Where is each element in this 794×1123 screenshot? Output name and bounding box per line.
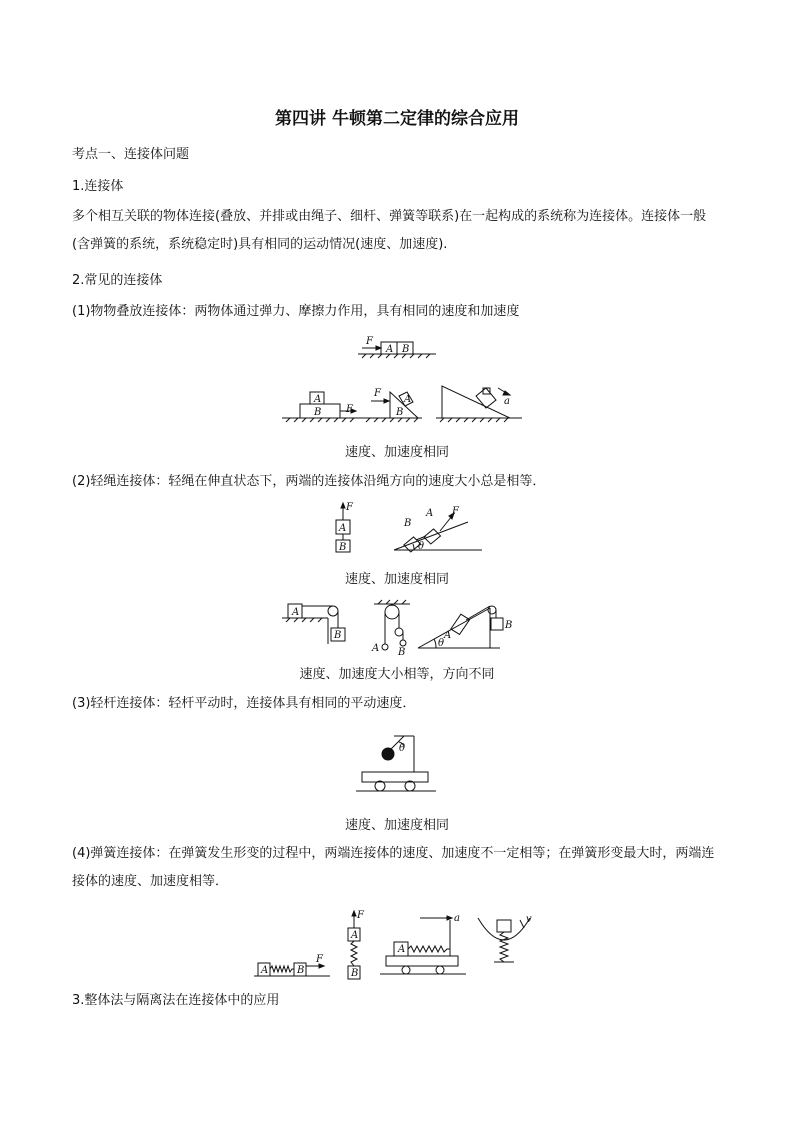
svg-text:θ: θ: [399, 743, 406, 754]
cart-spring-diagram: [380, 913, 466, 974]
double-pulley-diagram: [371, 600, 410, 658]
svg-text:a: a: [504, 396, 510, 407]
figure-stacked-bodies: [0, 330, 794, 430]
stacked-block-diagram: [282, 392, 362, 422]
horizontal-spring-diagram: [254, 954, 330, 976]
cart-pendulum-diagram: [356, 736, 436, 791]
definition-paragraph: 多个相互关联的物体连接(叠放、并排或由绳子、细杆、弹簧等联系)在一起构成的系统称为连接体。连接体一般(含弹簧的系统，系统稳定时)具有相同的运动情况(速度、加速度).: [72, 209, 707, 252]
svg-text:B: B: [334, 630, 342, 641]
item-stacked-bodies: (1)物物叠放连接体：两物体通过弹力、摩擦力作用，具有相同的速度和加速度: [72, 304, 520, 319]
svg-text:A: A: [404, 394, 412, 405]
svg-text:F: F: [357, 910, 364, 921]
svg-text:A: A: [314, 394, 322, 405]
label-A: A: [386, 344, 394, 355]
vertical-rope-diagram: [336, 502, 354, 553]
svg-text:θ: θ: [438, 638, 445, 649]
svg-text:v: v: [526, 914, 532, 925]
page-title: 第四讲 牛顿第二定律的综合应用: [275, 109, 519, 129]
subheading-connected-bodies: 1.连接体: [72, 179, 124, 194]
caption-stacked: 速度、加速度相同: [344, 445, 449, 460]
svg-text:A: A: [339, 523, 347, 534]
incline-pulley-diagram: [418, 606, 512, 649]
figure-pulley-systems: [0, 598, 794, 658]
svg-text:B: B: [351, 968, 359, 979]
figure-rod-cart: [0, 722, 794, 802]
stacked-horizontal-diagram: [358, 336, 436, 358]
svg-text:F: F: [374, 388, 381, 399]
caption-pulley: 速度、加速度大小相等，方向不同: [299, 667, 495, 682]
svg-text:B: B: [505, 620, 513, 631]
caption-rod: 速度、加速度相同: [344, 818, 449, 833]
figure-spring-systems: [0, 904, 794, 984]
item-rope-connected: (2)轻绳连接体：轻绳在伸直状态下，两端的连接体沿绳方向的速度大小总是相等．: [72, 474, 546, 489]
caption-rope: 速度、加速度相同: [344, 572, 449, 587]
svg-text:B: B: [396, 407, 404, 418]
wedge-push-diagram: [362, 388, 422, 422]
svg-text:A: A: [292, 607, 300, 618]
svg-text:F: F: [346, 502, 353, 513]
bowl-spring-diagram: [478, 914, 532, 962]
item-rod-connected: (3)轻杆连接体：轻杆平动时，连接体具有相同的平动速度．: [72, 696, 416, 711]
svg-text:B: B: [404, 518, 412, 529]
svg-text:F: F: [346, 404, 353, 415]
incline-rope-diagram: [394, 506, 482, 553]
svg-text:A: A: [426, 508, 434, 519]
item-spring-connected: (4)弹簧连接体：在弹簧发生形变的过程中，两端连接体的速度、加速度不一定相等；在弹簧形变最大时，两端连接体的速度、加速度相等．: [72, 846, 715, 889]
svg-text:θ: θ: [418, 541, 425, 552]
svg-text:A: A: [351, 930, 359, 941]
svg-text:B: B: [339, 542, 347, 553]
figure-rope-vertical-incline: [0, 500, 794, 560]
svg-text:B: B: [398, 647, 406, 658]
label-F: F: [366, 336, 373, 347]
svg-text:A: A: [372, 643, 380, 654]
section-heading: 考点一、连接体问题: [72, 147, 190, 162]
svg-text:F: F: [452, 506, 459, 517]
svg-text:F: F: [316, 954, 323, 965]
incline-block-diagram: [436, 386, 522, 422]
svg-text:B: B: [297, 965, 305, 976]
svg-text:A: A: [444, 630, 452, 641]
svg-text:A: A: [261, 965, 269, 976]
subheading-whole-isolation: 3.整体法与隔离法在连接体中的应用: [72, 993, 280, 1008]
label-B: B: [402, 344, 410, 355]
subheading-common-types: 2.常见的连接体: [72, 273, 163, 288]
table-pulley-diagram: [282, 604, 345, 644]
svg-text:a: a: [454, 913, 460, 924]
svg-text:B: B: [314, 407, 322, 418]
svg-text:A: A: [398, 944, 406, 955]
vertical-spring-diagram: [348, 910, 365, 979]
